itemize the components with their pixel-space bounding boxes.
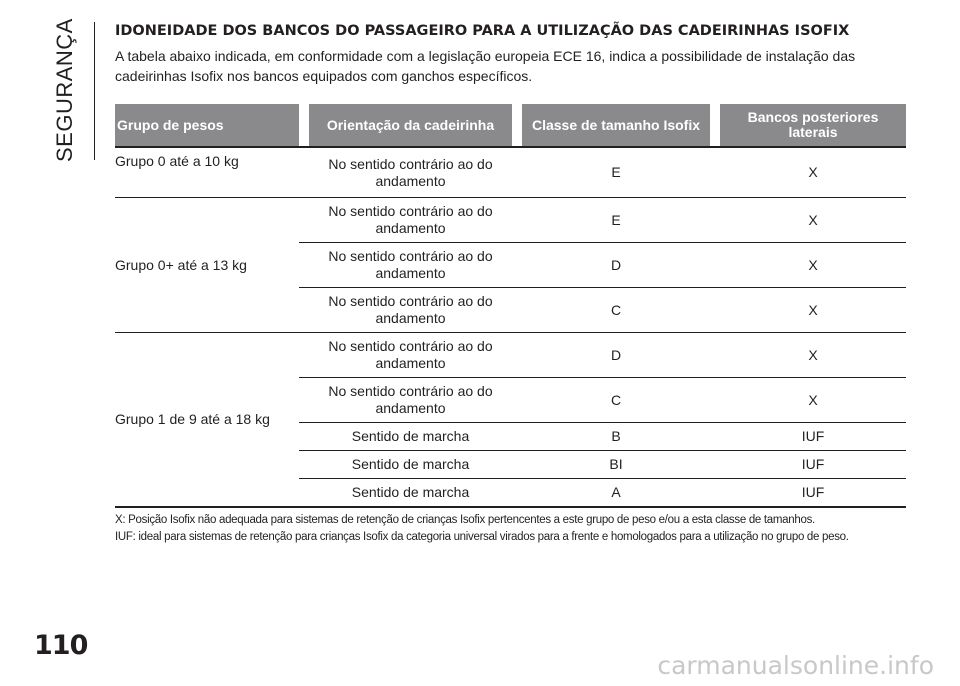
weight-group-cell: Grupo 0 até a 10 kg <box>115 147 299 198</box>
seat-suitability-cell: IUF <box>720 423 906 451</box>
orientation-cell: No sentido contrário ao do andamento <box>309 333 512 378</box>
isofix-table <box>115 104 906 508</box>
size-class-cell: D <box>522 243 710 288</box>
seat-suitability-cell: X <box>720 198 906 243</box>
orientation-cell: No sentido contrário ao do andamento <box>309 288 512 333</box>
page-heading: IDONEIDADE DOS BANCOS DO PASSAGEIRO PARA A UTILIZAÇÃO DAS CADEIRINHAS ISOFIX <box>115 23 850 39</box>
intro-paragraph: A tabela abaixo indicada, em conformidade com a legislação europeia ECE 16, indica a possibilidade de instalação das cadeirinhas Isofix nos bancos equipados com ganchos específicos. <box>115 48 856 84</box>
watermark: carmanualsonline.info <box>657 651 934 680</box>
orientation-cell: Sentido de marcha <box>309 479 512 508</box>
size-class-cell: A <box>522 479 710 508</box>
size-class-cell: C <box>522 378 710 423</box>
section-title: SEGURANÇA <box>52 18 77 162</box>
header-weight-group: Grupo de pesos <box>115 104 299 147</box>
size-class-cell: C <box>522 288 710 333</box>
size-class-cell: D <box>522 333 710 378</box>
orientation-cell: No sentido contrário ao do andamento <box>309 243 512 288</box>
seat-suitability-cell: X <box>720 243 906 288</box>
page-number: 110 <box>34 630 88 661</box>
orientation-cell: No sentido contrário ao do andamento <box>309 198 512 243</box>
section-tab <box>52 18 92 162</box>
table-row <box>115 198 906 243</box>
seat-suitability-cell: X <box>720 288 906 333</box>
size-class-cell: E <box>522 147 710 198</box>
seat-suitability-cell: IUF <box>720 479 906 508</box>
table-footnotes <box>115 512 906 546</box>
table-header-row <box>115 104 906 147</box>
header-orientation: Orientação da cadeirinha <box>309 104 512 147</box>
seat-suitability-cell: X <box>720 333 906 378</box>
section-divider <box>94 22 95 160</box>
page-content <box>115 23 906 546</box>
footnote-iuf: IUF: ideal para sistemas de retenção para crianças Isofix da categoria universal virados para a frente e homologados para a utilização no grupo de peso. <box>115 531 849 543</box>
orientation-cell: No sentido contrário ao do andamento <box>309 378 512 423</box>
size-class-cell: BI <box>522 451 710 479</box>
weight-group-cell: Grupo 0+ até a 13 kg <box>115 198 299 333</box>
header-rear-seats: Bancos posteriores laterais <box>720 104 906 147</box>
orientation-cell: No sentido contrário ao do andamento <box>309 147 512 198</box>
orientation-cell: Sentido de marcha <box>309 423 512 451</box>
header-size-class: Classe de tamanho Isofix <box>522 104 710 147</box>
seat-suitability-cell: X <box>720 378 906 423</box>
footnote-x: X: Posição Isofix não adequada para sistemas de retenção de crianças Isofix pertencentes a este grupo de peso e/ou a esta classe de tamanhos. <box>115 514 815 526</box>
size-class-cell: E <box>522 198 710 243</box>
weight-group-cell: Grupo 1 de 9 até a 18 kg <box>115 333 299 508</box>
table-row <box>115 333 906 378</box>
seat-suitability-cell: X <box>720 147 906 198</box>
size-class-cell: B <box>522 423 710 451</box>
orientation-cell: Sentido de marcha <box>309 451 512 479</box>
seat-suitability-cell: IUF <box>720 451 906 479</box>
table-row <box>115 147 906 198</box>
